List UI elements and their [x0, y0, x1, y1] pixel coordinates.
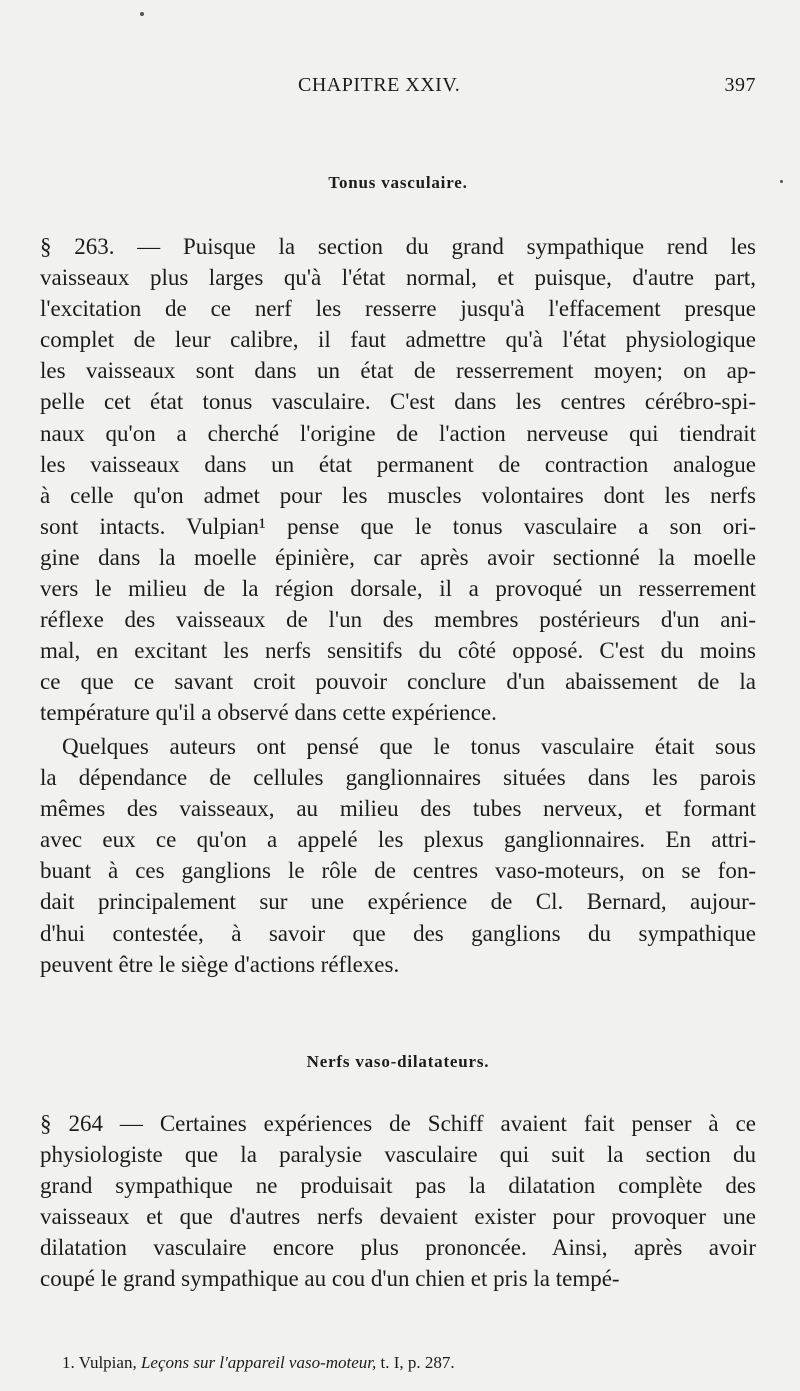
text-line: température qu'il a observé dans cette expérience.	[40, 700, 497, 726]
page-number: 397	[724, 74, 756, 96]
footnote-reference: t. I, p. 287.	[380, 1353, 455, 1372]
text-line: § 264 — Certaines expériences de Schiff avaient fait penser à ce	[40, 1111, 756, 1136]
running-header	[40, 74, 756, 104]
text-line: d'hui contestée, à savoir que des ganglions du sympathique	[40, 920, 756, 946]
text-line: les vaisseaux dans un état permanent de contraction analogue	[40, 451, 756, 477]
text-line: physiologiste que la paralysie vasculaire qui suit la section du	[40, 1142, 756, 1168]
text-line: ce que ce savant croit pouvoir conclure d'un abaissement de la	[40, 669, 756, 695]
text-line: § 263. — Puisque la section du grand sympathique rend les	[40, 234, 756, 259]
text-line: sont intacts. Vulpian¹ pense que le tonus vasculaire a son ori-	[40, 513, 756, 539]
footnote	[62, 1353, 762, 1373]
paper-speck	[780, 180, 783, 183]
text-line: gine dans la moelle épinière, car après avoir sectionné la moelle	[40, 544, 756, 570]
text-line: mêmes des vaisseaux, au milieu des tubes nerveux, et formant	[40, 796, 756, 822]
text-line: pelle cet état tonus vasculaire. C'est dans les centres cérébro-spi-	[40, 389, 756, 415]
paper-speck	[140, 12, 144, 16]
text-line: vers le milieu de la région dorsale, il a provoqué un resserrement	[40, 576, 756, 602]
text-line: vaisseaux et que d'autres nerfs devaient exister pour provoquer une	[40, 1204, 756, 1230]
paragraph-264	[40, 1108, 756, 1295]
paragraph-ganglions	[40, 731, 756, 980]
text-line: coupé le grand sympathique au cou d'un chien et pris la tempé-	[40, 1266, 620, 1292]
text-line: mal, en excitant les nerfs sensitifs du côté opposé. C'est du moins	[40, 638, 756, 664]
footnote-title: Leçons sur l'appareil vaso-moteur,	[140, 1353, 377, 1372]
footnote-author: Vulpian,	[78, 1353, 137, 1372]
text-line: dait principalement sur une expérience de Cl. Bernard, aujour-	[40, 889, 756, 915]
text-line: la dépendance de cellules ganglionnaires situées dans les parois	[40, 765, 756, 791]
text-line: les vaisseaux sont dans un état de resserrement moyen; on ap-	[40, 358, 756, 384]
text-line: peuvent être le siège d'actions réflexes.	[40, 951, 400, 977]
text-line: à celle qu'on admet pour les muscles volontaires dont les nerfs	[40, 482, 756, 508]
chapter-heading: CHAPITRE XXIV.	[298, 74, 461, 96]
section-title-vaso-dilatateurs: Nerfs vaso-dilatateurs.	[306, 1052, 490, 1071]
footnote-number: 1.	[62, 1353, 75, 1372]
text-line: dilatation vasculaire encore plus prononcée. Ainsi, après avoir	[40, 1235, 756, 1261]
text-line: avec eux ce qu'on a appelé les plexus ganglionnaires. En attri-	[40, 827, 756, 853]
text-line: naux qu'on a cherché l'origine de l'action nerveuse qui tiendrait	[40, 420, 756, 446]
text-line: réflexe des vaisseaux de l'un des membres postérieurs d'un ani-	[40, 607, 756, 633]
text-line: grand sympathique ne produisait pas la dilatation complète des	[40, 1173, 756, 1199]
text-line: buant à ces ganglions le rôle de centres vaso-moteurs, on se fon-	[40, 858, 756, 884]
section-title-tonus: Tonus vasculaire.	[328, 173, 468, 192]
text-line: Quelques auteurs ont pensé que le tonus vasculaire était sous	[62, 734, 756, 759]
text-line: vaisseaux plus larges qu'à l'état normal, et puisque, d'autre part,	[40, 265, 756, 291]
text-line: complet de leur calibre, il faut admettre qu'à l'état physiologique	[40, 327, 756, 353]
paragraph-263	[40, 231, 756, 729]
text-line: l'excitation de ce nerf les resserre jusqu'à l'effacement presque	[40, 296, 756, 322]
